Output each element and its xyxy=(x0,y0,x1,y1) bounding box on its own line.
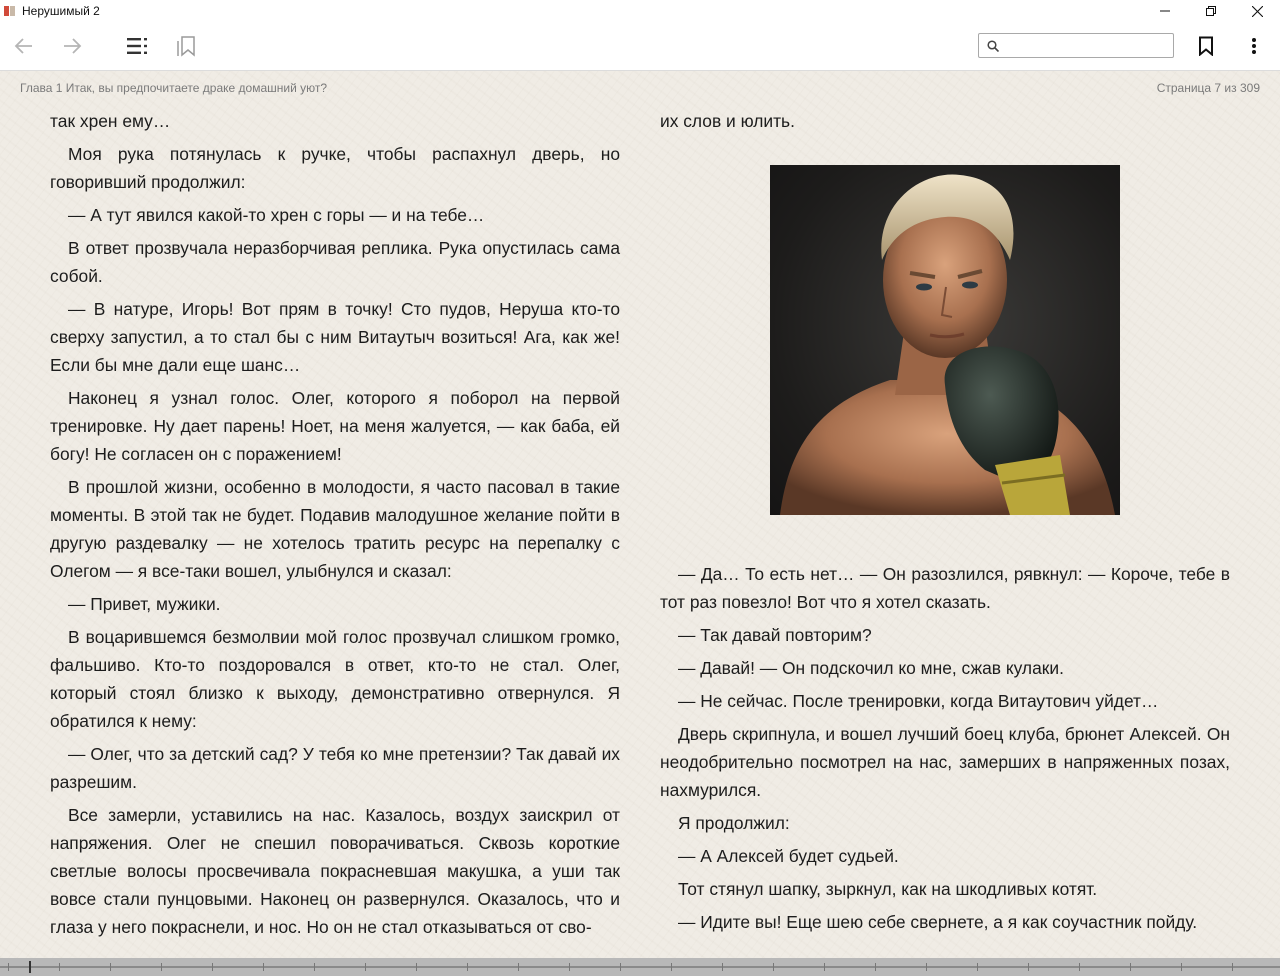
paragraph: — Привет, мужики. xyxy=(68,594,221,614)
paragraph: — А Алексей будет судьей. xyxy=(678,846,899,866)
arrow-left-icon xyxy=(14,36,34,56)
menu-button[interactable] xyxy=(1242,34,1266,58)
reader-page[interactable] xyxy=(0,71,1280,958)
paragraph: — В натуре, Игорь! Вот прям в точку! Сто пудов, Неруша кто-то сверху запустил, а то стал бы с ним Витаутыч возиться! Ага, как же! Если бы мне дали еще шанс… xyxy=(50,299,620,375)
chapter-title: Глава 1 Итак, вы предпочитаете драке домашний уют? xyxy=(20,81,328,95)
progress-tick xyxy=(314,963,315,971)
search-icon xyxy=(987,40,999,52)
progress-tick xyxy=(977,963,978,971)
progress-tick xyxy=(365,963,366,971)
paragraph: — А тут явился какой-то хрен с горы — и на тебе… xyxy=(68,205,485,225)
progress-track xyxy=(0,966,1280,968)
bookmark-outline-icon xyxy=(176,35,196,57)
paragraph: Я продолжил: xyxy=(678,813,790,833)
paragraph: В воцарившемся безмолвии мой голос прозвучал слишком громко, фальшиво. Кто-то поздоровался в ответ, кто-то не стал. Олег, который стоял близко к выходу, демонстративно отвернулся. Я обратился к нему: xyxy=(50,627,620,731)
progress-tick xyxy=(161,963,162,971)
restore-icon xyxy=(1206,6,1216,16)
progress-tick xyxy=(722,963,723,971)
paragraph: В прошлой жизни, особенно в молодости, я часто пасовал в такие моменты. В этой так не будет. Подавив малодушное желание пойти в другую раздевалку — не хотелось тратить ресурс на перепалку с Олегом — я все-таки вошел, улыбнулся и сказал: xyxy=(50,477,620,581)
bookmark-icon xyxy=(1198,36,1214,56)
minimize-icon xyxy=(1160,6,1170,16)
progress-tick xyxy=(875,963,876,971)
arrow-right-icon xyxy=(62,36,82,56)
boxer-illustration xyxy=(770,165,1120,515)
progress-tick xyxy=(671,963,672,971)
progress-tick xyxy=(212,963,213,971)
paragraph: Дверь скрипнула, и вошел лучший боец клуба, брюнет Алексей. Он неодобрительно посмотрел на нас, замерших в напряженных позах, нахмурился. xyxy=(660,724,1230,800)
paragraph: так хрен ему… xyxy=(50,111,171,131)
progress-handle[interactable] xyxy=(29,961,31,973)
search-box[interactable] xyxy=(978,33,1174,58)
paragraph: Все замерли, уставились на нас. Казалось, воздух заискрил от напряжения. Олег не спешил поворачиваться. Сквозь короткие светлые волосы просвечивала покрасневшая макушка, а уши так вовсе стали пунцовыми. Наконец он развернулся. Оказалось, что и глаза у него покраснели, и нос. Но он не стал отказываться от сво- xyxy=(50,805,620,937)
bookmarks-list-button[interactable] xyxy=(174,34,198,58)
bookmark-button[interactable] xyxy=(1194,34,1218,58)
window-controls xyxy=(1142,0,1280,22)
paragraph: — Не сейчас. После тренировки, когда Витаутович уйдет… xyxy=(678,691,1159,711)
page-counter: Страница 7 из 309 xyxy=(1156,81,1260,95)
paragraph: — Давай! — Он подскочил ко мне, сжав кулаки. xyxy=(678,658,1064,678)
progress-tick xyxy=(518,963,519,971)
progress-tick xyxy=(1130,963,1131,971)
right-text-column xyxy=(660,107,1230,941)
paragraph: их слов и юлить. xyxy=(660,111,795,131)
progress-tick xyxy=(110,963,111,971)
close-button[interactable] xyxy=(1234,0,1280,22)
forward-button[interactable] xyxy=(60,34,84,58)
minimize-button[interactable] xyxy=(1142,0,1188,22)
progress-tick xyxy=(926,963,927,971)
search-input[interactable] xyxy=(1005,36,1169,57)
paragraph: Наконец я узнал голос. Олег, которого я поборол на первой тренировке. Ну дает парень! Ноет, на меня жалуется, — как баба, ей богу! Не согласен он с поражением! xyxy=(50,388,620,464)
progress-tick xyxy=(416,963,417,971)
paragraph: В ответ прозвучала неразборчивая реплика. Рука опустилась сама собой. xyxy=(50,238,620,286)
progress-tick xyxy=(59,963,60,971)
progress-tick xyxy=(569,963,570,971)
progress-tick xyxy=(1079,963,1080,971)
progress-tick xyxy=(824,963,825,971)
progress-tick xyxy=(620,963,621,971)
progress-tick xyxy=(1232,963,1233,971)
boxer-illustration-art xyxy=(770,165,1120,515)
paragraph: — Да… То есть нет… — Он разозлился, рявкнул: — Короче, тебе в тот раз повезло! Вот что я хотел сказать. xyxy=(660,564,1230,612)
restore-button[interactable] xyxy=(1188,0,1234,22)
list-icon xyxy=(127,37,149,55)
close-icon xyxy=(1252,6,1263,17)
progress-tick xyxy=(263,963,264,971)
toolbar xyxy=(0,22,1280,71)
reading-progress-bar[interactable] xyxy=(0,958,1280,976)
progress-tick xyxy=(467,963,468,971)
title-bar xyxy=(0,0,1280,22)
progress-tick xyxy=(773,963,774,971)
book-app-icon xyxy=(4,5,16,17)
window-title: Нерушимый 2 xyxy=(22,4,100,18)
paragraph: — Идите вы! Еще шею себе свернете, а я как соучастник пойду. xyxy=(678,912,1198,932)
paragraph: Моя рука потянулась к ручке, чтобы распахнул дверь, но говоривший продолжил: xyxy=(50,144,620,192)
progress-tick xyxy=(8,963,9,971)
kebab-menu-icon xyxy=(1251,37,1257,55)
left-text-column xyxy=(50,107,620,946)
back-button[interactable] xyxy=(12,34,36,58)
progress-tick xyxy=(1028,963,1029,971)
paragraph: — Так давай повторим? xyxy=(678,625,872,645)
paragraph: — Олег, что за детский сад? У тебя ко мне претензии? Так давай их разрешим. xyxy=(50,744,620,792)
paragraph: Тот стянул шапку, зыркнул, как на шкодливых котят. xyxy=(678,879,1098,899)
progress-tick xyxy=(1181,963,1182,971)
table-of-contents-button[interactable] xyxy=(126,34,150,58)
